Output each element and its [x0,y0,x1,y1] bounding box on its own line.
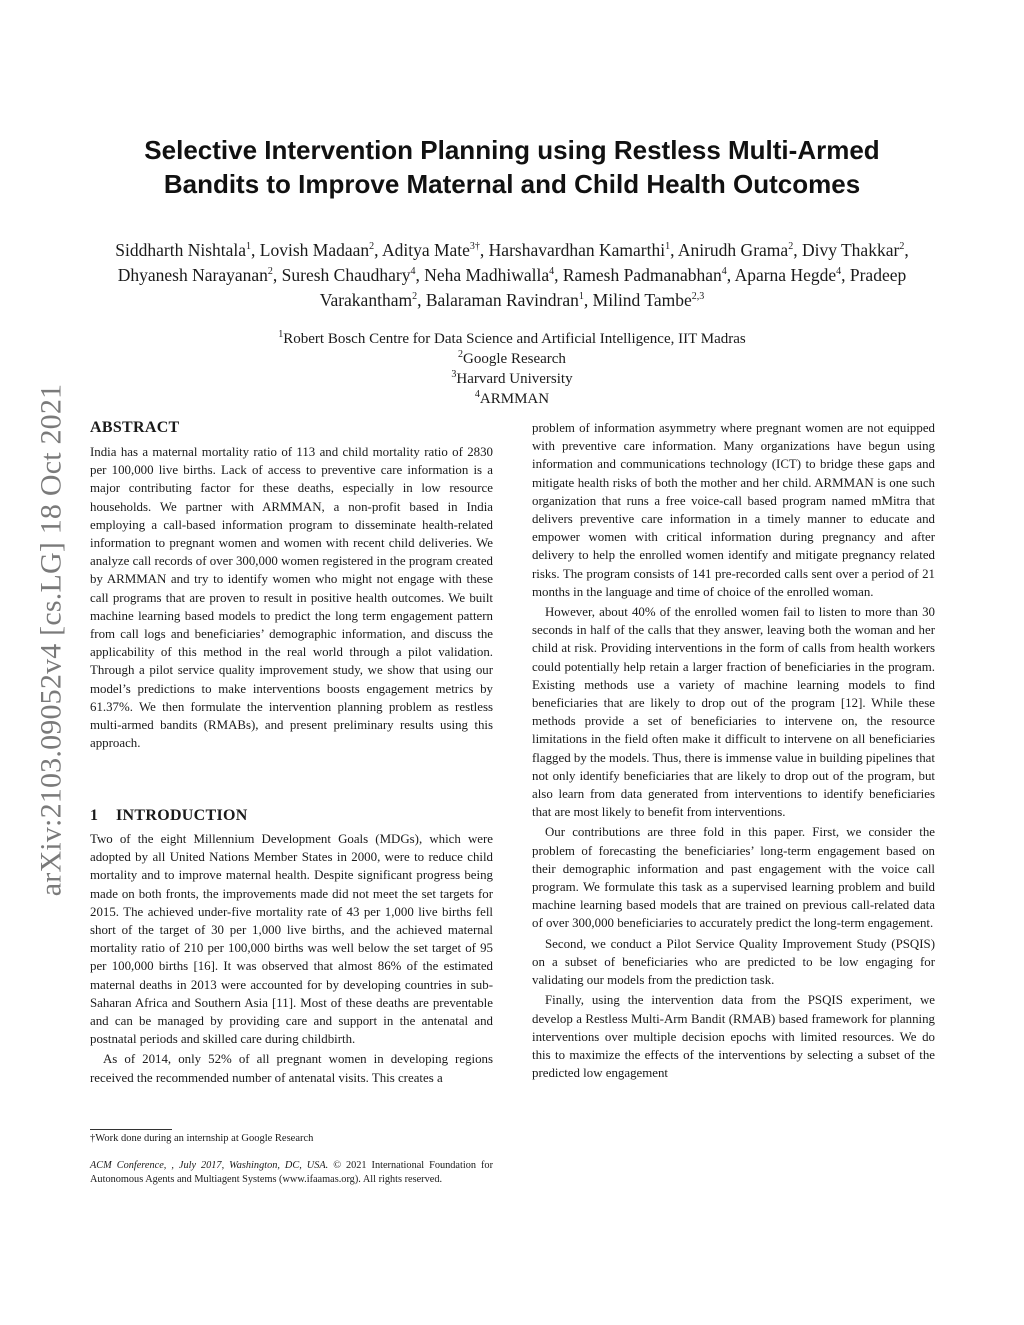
author-list: Siddharth Nishtala$^1$, Lovish Madaan$^2$, Aditya Mate$^{3\dagger}$, Harshavardhan Kamarthi$^1$, Anirudh Grama$^2$, Divy Thakkar$^2$, Dhyanesh Narayanan$^2$, Suresh Chaudhary$^4$, Neha Madhiwalla$^4$, Ramesh Padmanabhan$^4$, Aparna Hegde$^4$, Pradeep Varakantham$^2$, Balaraman Ravindran$^1$, Milind Tambe$^{2,3}$ [115,240,909,310]
author-name: Balaraman Ravindran [425,290,579,310]
author-name: Anirudh Grama [677,240,789,260]
author-name: Suresh Chaudhary [281,265,411,285]
author-affiliation-mark: 2 [412,291,418,303]
affiliation-name: Robert Bosch Centre for Data Science and Artificial Intelligence, IIT Madras [283,331,746,347]
affiliation-name: Harvard University [456,371,573,387]
author-affiliation-mark: 1 [578,291,584,303]
body-paragraph: Finally, using the intervention data from the PSQIS experiment, we develop a Restless Multi-Arm Bandit (RMAB) based framework for planning interventions over multiple decision epochs with limited resources. We do this to maximize the effects of the interventions by selecting a subset of the predicted low engagement [532,993,935,1081]
author-affiliation-mark: 2 [788,241,794,253]
copyright-text: © 2021 International Foundation for Autonomous Agents and Multiagent Systems (www.ifaamas.org). All rights reserved. [90,1160,494,1185]
paper-title: Selective Intervention Planning using Restless Multi-Armed Bandits to Improve Maternal and Child Health Outcomes [144,135,880,199]
affiliation-name: Google Research [463,351,566,367]
affiliation [100,349,924,369]
body-paragraph: However, about 40% of the enrolled women fail to listen to more than 30 seconds in half of the calls that they answer, leaving both the woman and her child at risk. Providing interventions in the form of calls from health workers could potentially help retain a larger fraction of beneficiaries in the program. Existing methods use a variety of machine learning models to find beneficiaries that are likely to drop out of the program [12]. While these methods provide a set of beneficiaries to intervene on, the resource limitations in the field often make it difficult to intervene on all beneficiaries flagged by the models. Thus, there is immense value in building pipelines that not only identify beneficiaries that are likely to drop out of the program, but also learn from data generated from interventions to identify beneficiaries that are most likely to benefit from interventions. [532,605,935,820]
author-affiliation-mark: 2 [267,266,273,278]
abstract-paragraph: India has a maternal mortality ratio of 113 and child mortality ratio of 2830 per 100,000 live births. Lack of access to preventive care information is a major contributing factor for these deaths, especially in low resource households. We partner with ARMMAN, a non-profit based in India employing a call-based information program to disseminate health-related information to pregnant women and women with recent child deliveries. We analyze call records of over 300,000 women registered in the program created by ARMMAN and try to identify women who might not engage with these call programs that are proven to result in positive health outcomes. We built machine learning based models to predict the long term engagement pattern from call logs and beneficiaries’ demographic information, and discuss the applicability of this method in the real world through a pilot validation. Through a pilot service quality improvement study, we show that using our model’s predictions to make interventions boosts engagement metrics by 61.37%. We then formulate the intervention planning problem as restless multi-armed bandits (RMABs), and present preliminary results using this approach. [90,445,493,751]
section-number: 1 [90,807,99,824]
author-name: Harshavardhan Kamarthi [488,240,666,260]
author-name: Dhyanesh Narayanan [117,265,268,285]
body-paragraph: Our contributions are three fold in this paper. First, we consider the problem of forecasting the beneficiaries’ long-term engagement based on their demographic information and past engagement with the voice call program. We formulate this task as a supervised learning problem and build machine learning based models that are trained on previous call-related data of over 300,000 beneficiaries to accurately predict the long-term engagement. [532,825,935,931]
intro-paragraph: Two of the eight Millennium Development Goals (MDGs), which were adopted by all United Nations Member States in 2000, were to reduce child mortality and to improve maternal health. Despite significant progress being made on both fronts, the improvements made did not meet the set targets for 2015. The achieved under-five mortality rate of 43 per 1,000 live births fell short of the target of 30 per 1,000 live births, and the achieved maternal mortality ratio of 210 per 100,000 births was well below the set target of 95 per 100,000 births [16]. It was observed that almost 86% of the estimated maternal deaths in 2013 were accounted for by developing countries in sub-Saharan Africa and Southern Asia [11]. Most of these deaths are preventable and can be managed by providing care and support in the antenatal and postnatal periods and skilled care during childbirth. [90,832,493,1047]
body-paragraph: Second, we conduct a Pilot Service Quality Improvement Study (PSQIS) on a subset of beneficiaries who are predicted to be low engaging for validating our models from the prediction task. [532,936,935,988]
author-name: Ramesh Padmanabhan [562,265,722,285]
abstract-body [90,443,493,752]
author-name: Aditya Mate [381,240,470,260]
author-affiliation-mark: 4 [836,266,842,278]
section-title: INTRODUCTION [116,807,248,824]
affiliation [100,369,924,389]
footnote-divider [90,1129,172,1130]
author-name: Pradeep Varakantham [319,265,907,310]
author-name: Neha Madhiwalla [424,265,550,285]
intro-paragraph: As of 2014, only 52% of all pregnant women in developing regions received the recommended number of antenatal visits. This creates a [90,1052,493,1085]
body-paragraph: problem of information asymmetry where pregnant women are not equipped with preventive care information. Many organizations have begun using information and communications technology (ICT) to bridge these gaps and mitigate health risks of both the mother and her child. ARMMAN is one such organization that runs a free voice-call based program named mMitra that delivers preventive care information in a timely manner to educate and empower women with critical information during pregnancy and after delivery to help the enrolled women identify and mitigate pregnancy related risks. The program consists of 141 pre-recorded calls sent over a period of 21 months in the language and time of choice of the enrolled woman. [532,421,935,599]
copyright-notice [90,1159,493,1187]
introduction-heading [90,806,248,826]
author-name: Divy Thakkar [801,240,900,260]
affiliation-mark: 3 [451,369,457,380]
author-affiliation-mark: 1 [246,241,252,253]
introduction-body [90,830,493,1087]
author-affiliation-mark: 4 [549,266,555,278]
author-affiliation-mark: 4 [410,266,416,278]
author-affiliation-mark: 2,3 [691,291,705,303]
abstract-heading: ABSTRACT [90,419,180,436]
author-affiliation-mark: 1 [665,241,671,253]
affiliation-mark: 4 [474,389,480,400]
arxiv-stamp-text: arXiv:2103.09052v4 [cs.LG] 18 Oct 2021 [34,383,67,897]
affiliation-name: ARMMAN [479,391,550,407]
affiliation [100,389,924,409]
affiliation-list [100,329,924,409]
footnote: †Work done during an internship at Google Research [90,1133,314,1144]
author-name: Lovish Madaan [259,240,370,260]
affiliation [100,329,924,349]
right-column-body [532,419,935,1082]
affiliation-mark: 2 [458,349,464,360]
author-affiliation-mark: 4 [721,266,727,278]
author-affiliation-mark: 3† [469,241,480,253]
venue-text: ACM Conference, , July 2017, Washington, DC, USA. [90,1160,329,1171]
arxiv-identifier-stamp [22,310,80,970]
author-name: Milind Tambe [592,290,692,310]
author-name: Siddharth Nishtala [115,240,247,260]
author-name: Aparna Hegde [734,265,837,285]
author-affiliation-mark: 2 [369,241,375,253]
author-affiliation-mark: 2 [899,241,905,253]
affiliation-mark: 1 [278,329,284,340]
